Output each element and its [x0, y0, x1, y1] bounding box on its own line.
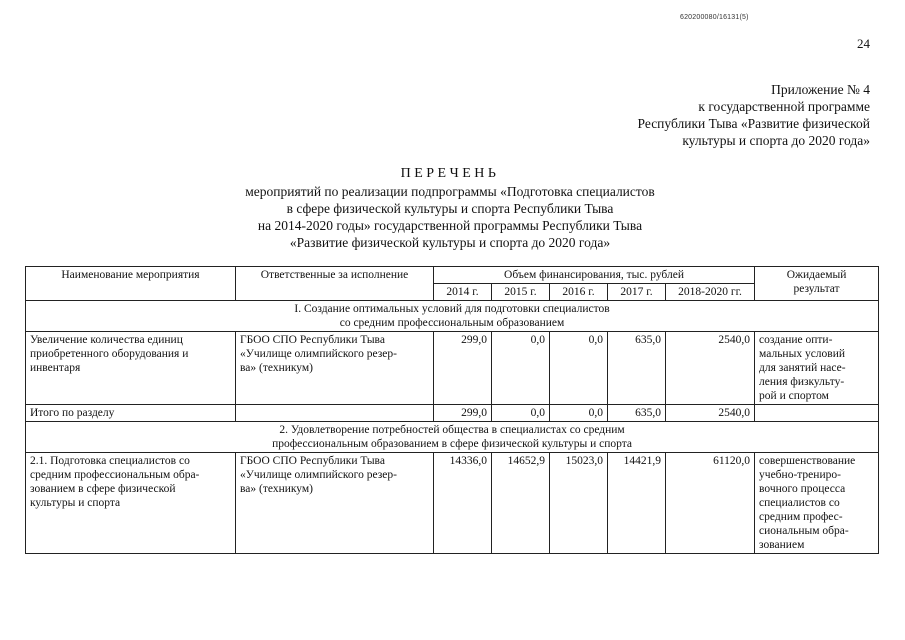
- section-title-line: профессиональным образованием в сфере физической культуры и спорта: [272, 438, 632, 450]
- document-subtitle: [150, 183, 750, 251]
- cell-line: специалистов со: [759, 497, 840, 509]
- cell-empty: [755, 405, 879, 422]
- section-title-line: 2. Удовлетворение потребностей общества в специалистах со средним: [279, 424, 625, 436]
- header-year: 2014 г.: [434, 284, 492, 301]
- total-row: [26, 405, 879, 422]
- cell-responsible: [236, 453, 434, 554]
- cell-line: создание опти-: [759, 334, 833, 346]
- cell-result: [755, 453, 879, 554]
- header-result: [755, 267, 879, 301]
- cell-line: приобретенного оборудования и: [30, 348, 189, 360]
- cell-line: ления физкульту-: [759, 376, 845, 388]
- header-year: 2017 г.: [608, 284, 666, 301]
- cell-line: Увеличение количества единиц: [30, 334, 183, 346]
- cell-line: совершенствование: [759, 455, 856, 467]
- cell-line: ГБОО СПО Республики Тыва: [240, 334, 385, 346]
- cell-line: ГБОО СПО Республики Тыва: [240, 455, 385, 467]
- cell-line: инвентаря: [30, 362, 81, 374]
- appendix-line: к государственной программе: [698, 99, 870, 114]
- cell-line: культуры и спорта: [30, 497, 121, 509]
- table-row: [26, 453, 879, 554]
- cell-name: [26, 332, 236, 405]
- cell-line: для занятий насе-: [759, 362, 846, 374]
- cell-value: 61120,0: [666, 453, 755, 554]
- cell-line: зованием: [759, 539, 805, 551]
- header-name: Наименование мероприятия: [26, 267, 236, 301]
- cell-line: мальных условий: [759, 348, 846, 360]
- section-row: [26, 301, 879, 332]
- subtitle-line: в сфере физической культуры и спорта Республики Тыва: [286, 201, 614, 216]
- cell-line: вочного процесса: [759, 483, 846, 495]
- total-value: 299,0: [434, 405, 492, 422]
- cell-line: «Училище олимпийского резер-: [240, 348, 397, 360]
- total-value: 635,0: [608, 405, 666, 422]
- cell-line: сиональным обра-: [759, 525, 849, 537]
- total-value: 2540,0: [666, 405, 755, 422]
- table-row: [26, 332, 879, 405]
- cell-line: рой и спортом: [759, 390, 829, 402]
- cell-line: ва» (техникум): [240, 362, 314, 374]
- measures-table: [25, 266, 879, 554]
- cell-line: средним профес-: [759, 511, 843, 523]
- appendix-line: Приложение № 4: [771, 82, 870, 97]
- section-title: [26, 301, 879, 332]
- cell-empty: [236, 405, 434, 422]
- total-value: 0,0: [492, 405, 550, 422]
- section-row: [26, 422, 879, 453]
- cell-result: [755, 332, 879, 405]
- cell-line: учебно-трениро-: [759, 469, 841, 481]
- table-header-row: [26, 267, 879, 284]
- subtitle-line: на 2014-2020 годы» государственной программы Республики Тыва: [257, 218, 643, 233]
- subtitle-line: мероприятий по реализации подпрограммы «Подготовка специалистов: [245, 184, 655, 199]
- header-responsible: Ответственные за исполнение: [236, 267, 434, 301]
- cell-value: 15023,0: [550, 453, 608, 554]
- document-id: 620200080/16131(5): [680, 14, 749, 21]
- cell-value: 0,0: [492, 332, 550, 405]
- cell-value: 2540,0: [666, 332, 755, 405]
- cell-value: 14652,9: [492, 453, 550, 554]
- cell-value: 14336,0: [434, 453, 492, 554]
- appendix-line: культуры и спорта до 2020 года»: [682, 133, 870, 148]
- cell-value: 635,0: [608, 332, 666, 405]
- total-label: Итого по разделу: [26, 405, 236, 422]
- header-result-line: результат: [793, 283, 840, 295]
- cell-line: средним профессиональным обра-: [30, 469, 200, 481]
- header-year: 2015 г.: [492, 284, 550, 301]
- section-title: [26, 422, 879, 453]
- cell-value: 0,0: [550, 332, 608, 405]
- appendix-line: Республики Тыва «Развитие физической: [637, 116, 870, 131]
- header-year: 2016 г.: [550, 284, 608, 301]
- cell-value: 14421,9: [608, 453, 666, 554]
- document-title: ПЕРЕЧЕНЬ: [400, 166, 500, 181]
- total-value: 0,0: [550, 405, 608, 422]
- header-result-line: Ожидаемый: [786, 269, 847, 281]
- section-title-line: I. Создание оптимальных условий для подготовки специалистов: [294, 303, 610, 315]
- cell-responsible: [236, 332, 434, 405]
- cell-line: «Училище олимпийского резер-: [240, 469, 397, 481]
- cell-line: ва» (техникум): [240, 483, 314, 495]
- appendix-heading: [560, 81, 870, 149]
- section-title-line: со средним профессиональным образованием: [339, 317, 565, 329]
- subtitle-line: «Развитие физической культуры и спорта до 2020 года»: [289, 235, 611, 250]
- cell-value: 299,0: [434, 332, 492, 405]
- header-year: 2018-2020 гг.: [666, 284, 755, 301]
- cell-line: зованием в сфере физической: [30, 483, 176, 495]
- page-number: 24: [857, 36, 870, 51]
- cell-name: [26, 453, 236, 554]
- cell-line: 2.1. Подготовка специалистов со: [30, 455, 190, 467]
- header-funding: Объем финансирования, тыс. рублей: [434, 267, 755, 284]
